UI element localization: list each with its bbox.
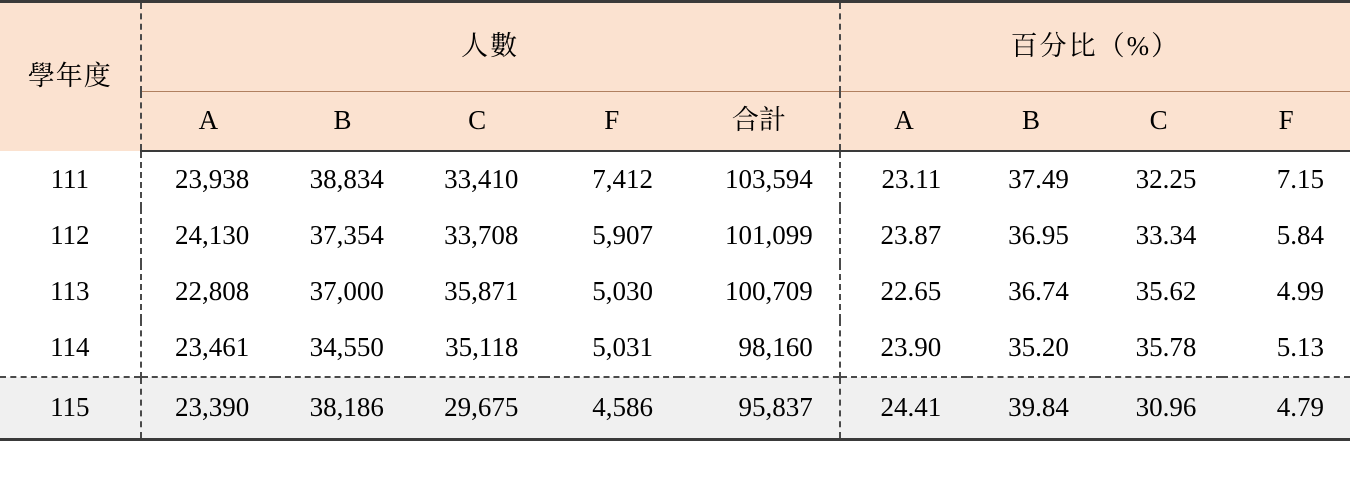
cell-count-total: 98,160 — [738, 332, 813, 363]
cell-pct-c: 35.78 — [1135, 332, 1197, 363]
cell-pct-f: 4.99 — [1276, 276, 1324, 307]
cell-pct-a: 22.65 — [840, 264, 968, 320]
header-pct-b: B — [967, 92, 1095, 151]
table-header — [0, 2, 1350, 152]
cell-pct-b: 35.20 — [1008, 332, 1069, 363]
header-count-total: 合計 — [679, 92, 840, 151]
table-body — [0, 151, 1350, 439]
cell-pct-c: 30.96 — [1095, 377, 1223, 439]
header-year: 學年度 — [0, 2, 141, 152]
cell-count-f: 7,412 — [592, 164, 653, 195]
cell-year: 115 — [0, 377, 141, 439]
cell-pct-a: 23.11 — [840, 151, 968, 208]
header-pct-c: C — [1095, 92, 1223, 151]
cell-count-a: 22,808 — [141, 264, 276, 320]
cell-count-total: 101,099 — [724, 220, 813, 251]
cell-pct-b: 36.74 — [1008, 276, 1069, 307]
cell-count-c: 33,708 — [444, 220, 519, 251]
cell-pct-f: 7.15 — [1276, 164, 1324, 195]
cell-count-f: 4,586 — [544, 377, 679, 439]
table-row — [0, 264, 1350, 320]
cell-pct-b: 39.84 — [967, 377, 1095, 439]
header-pct-f: F — [1222, 92, 1350, 151]
header-count-a: A — [141, 92, 276, 151]
cell-year: 111 — [50, 163, 90, 194]
cell-count-b: 38,834 — [309, 164, 384, 195]
header-count-b: B — [275, 92, 410, 151]
cell-count-c: 33,410 — [444, 164, 519, 195]
cell-count-c: 29,675 — [410, 377, 545, 439]
header-group-row — [0, 2, 1350, 92]
table-row — [0, 320, 1350, 377]
header-count-c: C — [410, 92, 545, 151]
cell-pct-a: 23.90 — [840, 320, 968, 377]
cell-count-a: 24,130 — [141, 208, 276, 264]
cell-count-total: 103,594 — [724, 164, 813, 195]
header-sub-row — [0, 92, 1350, 151]
cell-count-a: 23,390 — [141, 377, 276, 439]
header-group-percent: 百分比（%） — [840, 2, 1350, 92]
cell-count-c: 35,118 — [445, 332, 519, 363]
header-pct-a: A — [840, 92, 968, 151]
cell-pct-c: 35.62 — [1135, 276, 1197, 307]
cell-pct-b: 36.95 — [1008, 220, 1069, 251]
header-count-f: F — [544, 92, 679, 151]
cell-count-total: 100,709 — [724, 276, 813, 307]
table-row — [0, 208, 1350, 264]
cell-count-c: 35,871 — [444, 276, 519, 307]
cell-count-b: 38,186 — [275, 377, 410, 439]
cell-count-total: 95,837 — [679, 377, 840, 439]
cell-count-b: 37,354 — [309, 220, 384, 251]
cell-year: 112 — [50, 220, 90, 251]
cell-pct-f: 4.79 — [1222, 377, 1350, 439]
cell-count-f: 5,030 — [592, 276, 653, 307]
cell-count-a: 23,461 — [141, 320, 276, 377]
cell-count-a: 23,938 — [141, 151, 276, 208]
table-row-highlighted — [0, 377, 1350, 439]
cell-count-b: 34,550 — [309, 332, 384, 363]
table-row — [0, 151, 1350, 208]
header-group-count: 人數 — [141, 2, 840, 92]
cell-pct-c: 33.34 — [1135, 220, 1197, 251]
cell-count-b: 37,000 — [309, 276, 384, 307]
cell-pct-a: 24.41 — [840, 377, 968, 439]
cell-count-f: 5,031 — [592, 332, 653, 363]
cell-pct-c: 32.25 — [1135, 164, 1197, 195]
cell-pct-a: 23.87 — [840, 208, 968, 264]
cell-year: 114 — [50, 332, 90, 363]
cell-count-f: 5,907 — [592, 220, 653, 251]
cell-pct-f: 5.84 — [1276, 220, 1324, 251]
cell-year: 113 — [50, 276, 90, 307]
cell-pct-f: 5.13 — [1276, 332, 1324, 363]
cell-pct-b: 37.49 — [1008, 164, 1069, 195]
